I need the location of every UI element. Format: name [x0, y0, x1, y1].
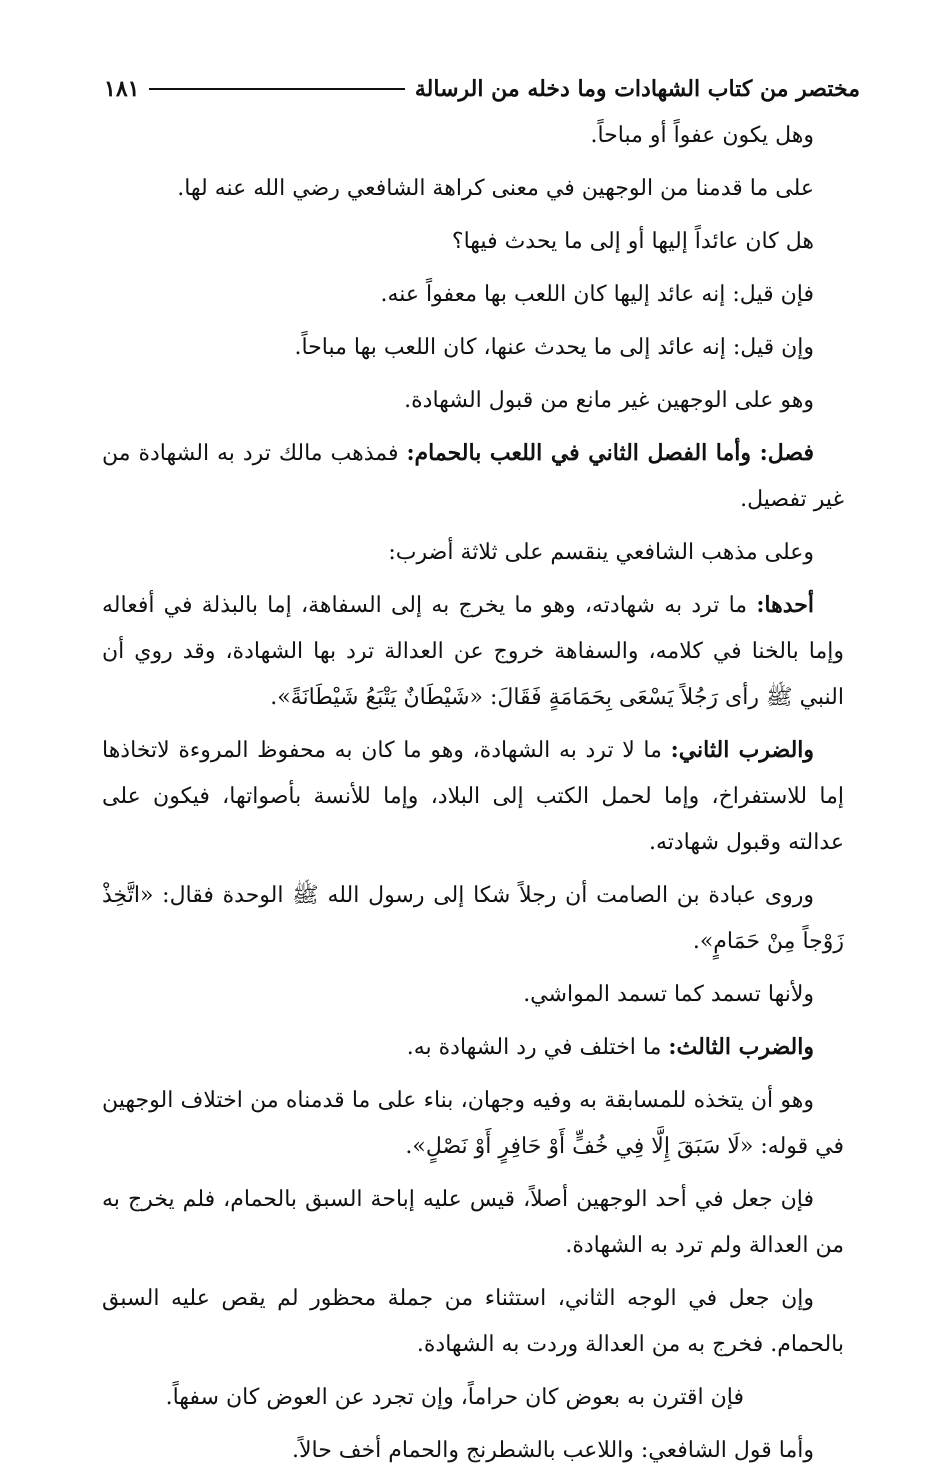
- paragraph-text: فمذهب مالك ترد به الشهادة من غير تفصيل.: [102, 441, 844, 512]
- paragraph-text: ولأنها تسمد كما تسمد المواشي.: [523, 982, 814, 1007]
- paragraph-text: فإن جعل في أحد الوجهين أصلاً، قيس عليه إباحة السبق بالحمام، فلم يخرج به من العدالة ولم ترد به الشهادة.: [102, 1187, 844, 1258]
- paragraph-text: وهو أن يتخذه للمسابقة به وفيه وجهان، بناء على ما قدمناه من اختلاف الوجهين في قوله: «لَا سَبَقَ إِلَّا فِي خُفٍّ أَوْ حَافِرٍ أَوْ نَصْلٍ».: [102, 1088, 844, 1159]
- paragraph-lead: أحدها:: [756, 592, 814, 618]
- paragraph-text: فإن اقترن به بعوض كان حراماً، وإن تجرد عن العوض كان سفهاً.: [165, 1385, 744, 1410]
- paragraph-text: وهو على الوجهين غير مانع من قبول الشهادة.: [404, 388, 814, 413]
- paragraph: [102, 271, 844, 318]
- paragraph-lead: والضرب الثاني:: [670, 737, 815, 763]
- paragraph: [102, 529, 844, 576]
- paragraph-text: وإن قيل: إنه عائد إلى ما يحدث عنها، كان اللعب بها مباحاً.: [294, 335, 814, 360]
- paragraph-lead: والضرب الثالث:: [668, 1034, 814, 1060]
- paragraph: [102, 727, 844, 866]
- paragraph: [102, 1024, 844, 1071]
- paragraph: [102, 1427, 844, 1474]
- paragraph: [102, 1077, 844, 1170]
- paragraph: [102, 971, 844, 1018]
- header-rule: [149, 88, 404, 90]
- paragraph: [102, 1374, 844, 1421]
- paragraph-text: وإن جعل في الوجه الثاني، استثناء من جملة محظور لم يقص عليه السبق بالحمام. فخرج به من العدالة وردت به الشهادة.: [102, 1286, 844, 1357]
- page-number: ١٨١: [104, 76, 140, 102]
- paragraph-text: وروى عبادة بن الصامت أن رجلاً شكا إلى رسول الله ﷺ الوحدة فقال: «اتَّخِذْ زَوْجاً مِنْ حَمَامٍ».: [102, 883, 844, 954]
- paragraph: [102, 112, 844, 159]
- section-paragraph: [102, 430, 844, 523]
- paragraph-text: وهل يكون عفواً أو مباحاً.: [590, 123, 814, 148]
- paragraph: [102, 218, 844, 265]
- paragraph-text: ما لا ترد به الشهادة، وهو ما كان به محفوظ المروءة لاتخاذها إما للاستفراخ، وإما لحمل الكتب إلى البلاد، وإما للأنسة بأصواتها، فيكون على عدالته وقبول شهادته.: [102, 738, 844, 855]
- running-header: [104, 72, 860, 106]
- paragraph: [102, 582, 844, 721]
- paragraph-text: وعلى مذهب الشافعي ينقسم على ثلاثة أضرب:: [388, 540, 814, 565]
- paragraph-text: على ما قدمنا من الوجهين في معنى كراهة الشافعي رضي الله عنه لها.: [177, 176, 814, 201]
- paragraph: [102, 324, 844, 371]
- paragraph: [102, 872, 844, 965]
- paragraph-text: ما اختلف في رد الشهادة به.: [406, 1035, 669, 1060]
- paragraph-text: فإن قيل: إنه عائد إليها كان اللعب بها معفواً عنه.: [380, 282, 814, 307]
- paragraph-text: هل كان عائداً إليها أو إلى ما يحدث فيها؟: [451, 229, 814, 254]
- body-text: [102, 112, 844, 1480]
- paragraph-text: ما ترد به شهادته، وهو ما يخرج به إلى السفاهة، إما بالبذلة في أفعاله وإما بالخنا في كلامه، والسفاهة خروج عن العدالة ترد بها الشهادة، وقد روي أن النبي ﷺ رأى رَجُلاً يَسْعَى بِحَمَامَةٍ فَقَالَ: «شَيْطَانٌ يَتْبَعُ شَيْطَانَةً».: [102, 593, 844, 710]
- paragraph: [102, 377, 844, 424]
- header-title: مختصر من كتاب الشهادات وما دخله من الرسالة: [414, 76, 860, 102]
- section-heading: فصل: وأما الفصل الثاني في اللعب بالحمام:: [406, 440, 814, 466]
- paragraph-text: وأما قول الشافعي: واللاعب بالشطرنج والحمام أخف حالاً.: [291, 1438, 814, 1463]
- paragraph: [102, 1275, 844, 1368]
- paragraph: [102, 165, 844, 212]
- paragraph: [102, 1176, 844, 1269]
